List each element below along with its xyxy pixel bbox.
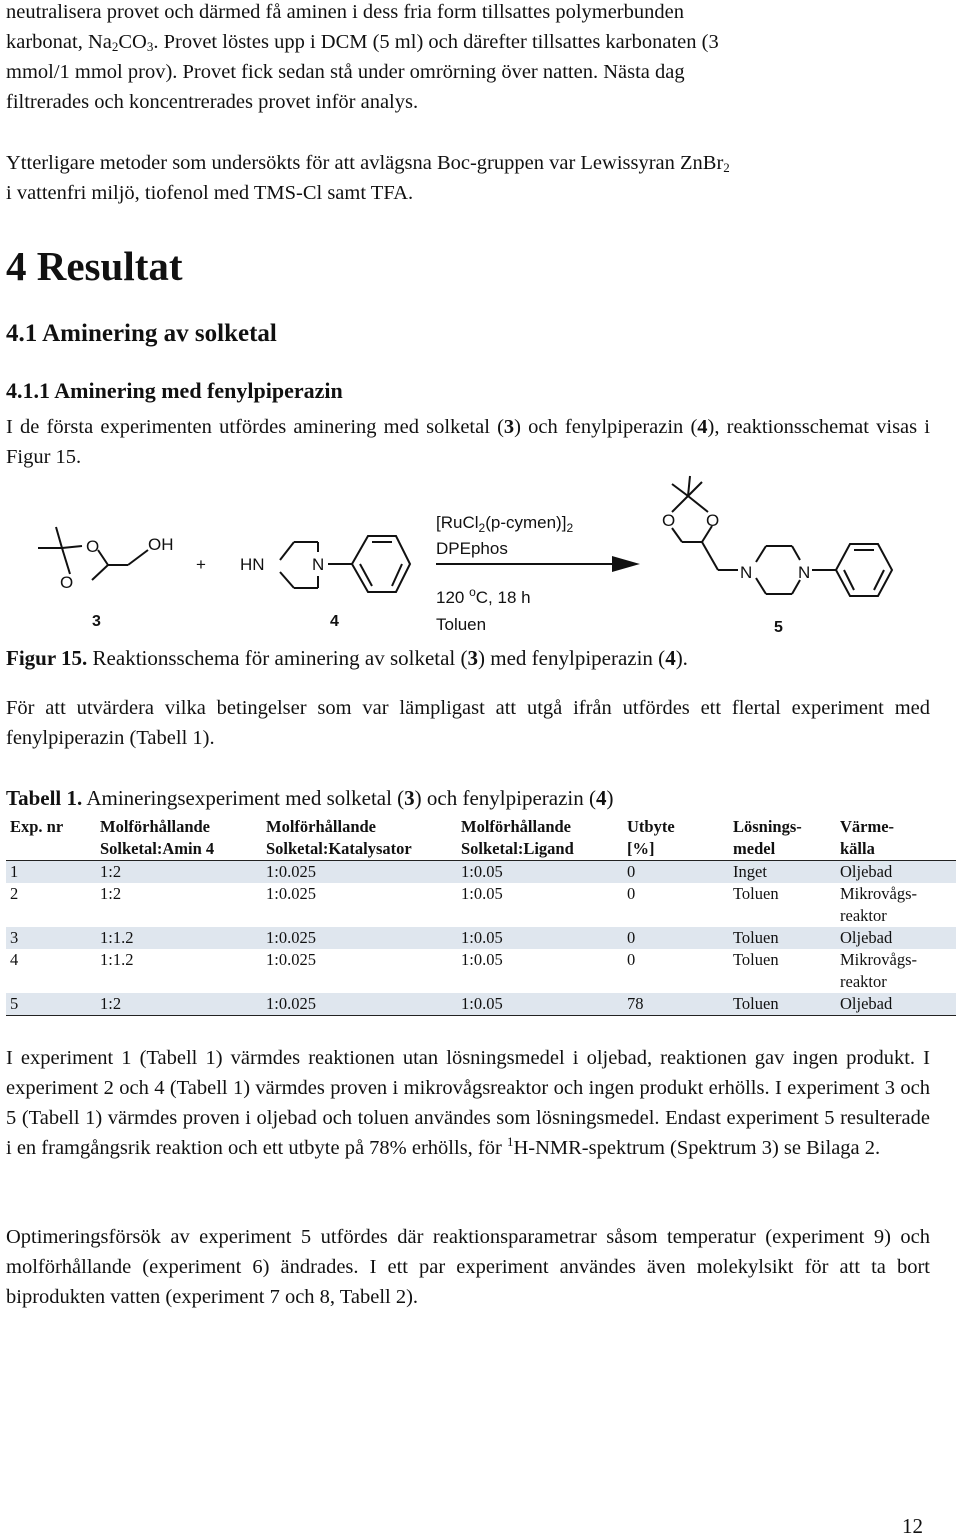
table-cell: 1:0.025 (262, 861, 457, 884)
table-cell: 1:0.025 (262, 993, 457, 1016)
atom-label: O (60, 573, 74, 592)
table-cell: 1:2 (96, 993, 262, 1016)
table-cell: 0 (627, 884, 636, 903)
table-cell: Mikrovågs- reaktor (840, 950, 917, 991)
table-cell: Mikrovågs- reaktor (840, 884, 917, 925)
table-cell: Oljebad (836, 993, 956, 1016)
table-cell: Oljebad (836, 927, 956, 949)
compound-number: 5 (774, 619, 783, 636)
intro-line: karbonat, $Na_2CO_3$. Provet löstes upp i DCM (5 ml) och därefter tillsattes karbonaten (3 (6, 31, 719, 54)
table-header: Exp. nr (10, 817, 64, 836)
section-heading: 4 Resultat (6, 243, 183, 289)
atom-label: O (706, 511, 720, 530)
table-cell: 3 (6, 927, 96, 949)
figure-caption: Figur 15. Reaktionsschema för aminering av solketal (3) med fenylpiperazin (4). (6, 646, 688, 670)
table-cell: 0 (627, 950, 636, 969)
table-cell: 5 (6, 993, 96, 1016)
atom-label: N (798, 563, 811, 582)
table-cell: 1:0.05 (461, 950, 503, 969)
table-cell: Toluen (733, 884, 779, 903)
page-number: 12 (902, 1514, 923, 1538)
intro-paragraph (6, 0, 930, 117)
optimization-paragraph: Optimeringsförsök av experiment 5 utfördes där reaktionsparametrar såsom temperatur (experiment 9) och molförhållande (experiment 6) ändrades. I ett par experiment användes även molekylsikt för att ta bort biprodukten vatten (experiment 7 och 8, Tabell 2). (6, 1226, 930, 1308)
table-cell: 1:0.05 (457, 927, 623, 949)
compound-number: 4 (330, 613, 339, 630)
subsection-heading: 4.1 Aminering av solketal (6, 320, 277, 347)
methods-paragraph (6, 148, 930, 208)
table-cell: 1:0.025 (266, 950, 316, 969)
table-cell: Inget (729, 861, 836, 884)
table-cell: 1 (6, 861, 96, 884)
table-cell: Toluen (729, 993, 836, 1016)
table-row (6, 883, 956, 927)
table-cell: 1:1.2 (96, 927, 262, 949)
table-header: Molförhållande Solketal:Katalysator (266, 817, 412, 858)
table-cell: 78 (623, 993, 729, 1016)
methods-line: Ytterligare metoder som undersökts för att avlägsna Boc-gruppen var Lewissyran ZnBr$_2$ (6, 152, 730, 175)
table-cell: 1:0.05 (461, 884, 503, 903)
atom-label: N (312, 555, 325, 574)
table-cell: 1:0.05 (457, 861, 623, 884)
table-row (6, 949, 956, 993)
table-cell: Toluen (729, 927, 836, 949)
table-cell: Toluen (733, 950, 779, 969)
subsubsection-heading: 4.1.1 Aminering med fenylpiperazin (6, 378, 343, 403)
compound-number: 3 (92, 613, 101, 630)
methods-line: i vattenfri miljö, tiofenol med TMS-Cl samt TFA. (6, 182, 414, 204)
catalyst-label: $[RuCl_2(p-cymen)]_2$ (436, 513, 574, 535)
table-header: Lösnings- medel (733, 817, 802, 858)
atom-label: OH (148, 535, 174, 554)
table-cell: 1:0.025 (266, 884, 316, 903)
table-header-row (6, 814, 956, 861)
plus-sign: + (196, 555, 206, 574)
reaction-scheme (0, 470, 960, 645)
atom-label: HN (240, 555, 265, 574)
table-row (6, 993, 956, 1016)
table-cell: 1:2 (100, 884, 122, 903)
atom-label: N (740, 563, 753, 582)
experiment-table (6, 814, 956, 1016)
results-paragraph: I experiment 1 (Tabell 1) värmdes reaktionen utan lösningsmedel i oljebad, reaktionen gav ingen produkt. I experiment 2 och 4 (Tabell 1) värmdes proven i mikrovågsreaktor och ingen produkt erhölls. I experiment 3 och 5 (Tabell 1) värmdes proven i oljebad och toluen användes som lösningsmedel. Endast experiment 5 resulterade i en framgångsrik reaktion och ett utbyte på 78% erhölls, för $^1$H-NMR-spektrum (Spektrum 3) se Bilaga 2. (6, 1047, 930, 1159)
intro-line: mmol/1 mmol prov). Provet fick sedan stå under omrörning över natten. Nästa dag (6, 61, 685, 83)
table-cell: 0 (623, 927, 729, 949)
table-row (6, 861, 956, 884)
table-cell: 1:0.025 (262, 927, 457, 949)
table-row (6, 927, 956, 949)
table-cell: Oljebad (836, 861, 956, 884)
intro-line: neutralisera provet och därmed få aminen i dess fria form tillsattes polymerbunden (6, 1, 684, 23)
table-header: Utbyte [%] (627, 817, 675, 858)
evaluation-paragraph: För att utvärdera vilka betingelser som var lämpligast att utgå ifrån utfördes ett flertal experiment med fenylpiperazin (Tabell 1). (6, 697, 930, 749)
table-header: Molförhållande Solketal:Amin 4 (100, 817, 215, 858)
solvent-label: Toluen (436, 615, 487, 634)
atom-label: O (662, 511, 676, 530)
intro-line: filtrerades och koncentrerades provet inför analys. (6, 91, 419, 113)
table-cell: 4 (10, 950, 19, 969)
table-caption: Tabell 1. Amineringsexperiment med solketal (3) och fenylpiperazin (4) (6, 786, 614, 810)
table-cell: 1:0.05 (457, 993, 623, 1016)
ligand-label: DPEphos (436, 539, 508, 558)
atom-label: O (86, 537, 100, 556)
table-cell: 1:1.2 (100, 950, 134, 969)
table-cell: 1:2 (96, 861, 262, 884)
table-cell: 0 (623, 861, 729, 884)
table-header: Värme- källa (840, 817, 895, 858)
table-cell: 2 (10, 884, 19, 903)
table-header: Molförhållande Solketal:Ligand (461, 817, 574, 858)
first-paragraph: I de första experimenten utfördes aminering med solketal (3) och fenylpiperazin (4), reaktionsschemat visas i Figur 15. (6, 416, 930, 468)
conditions-label: 120 $^o$C, 18 h (436, 585, 531, 607)
